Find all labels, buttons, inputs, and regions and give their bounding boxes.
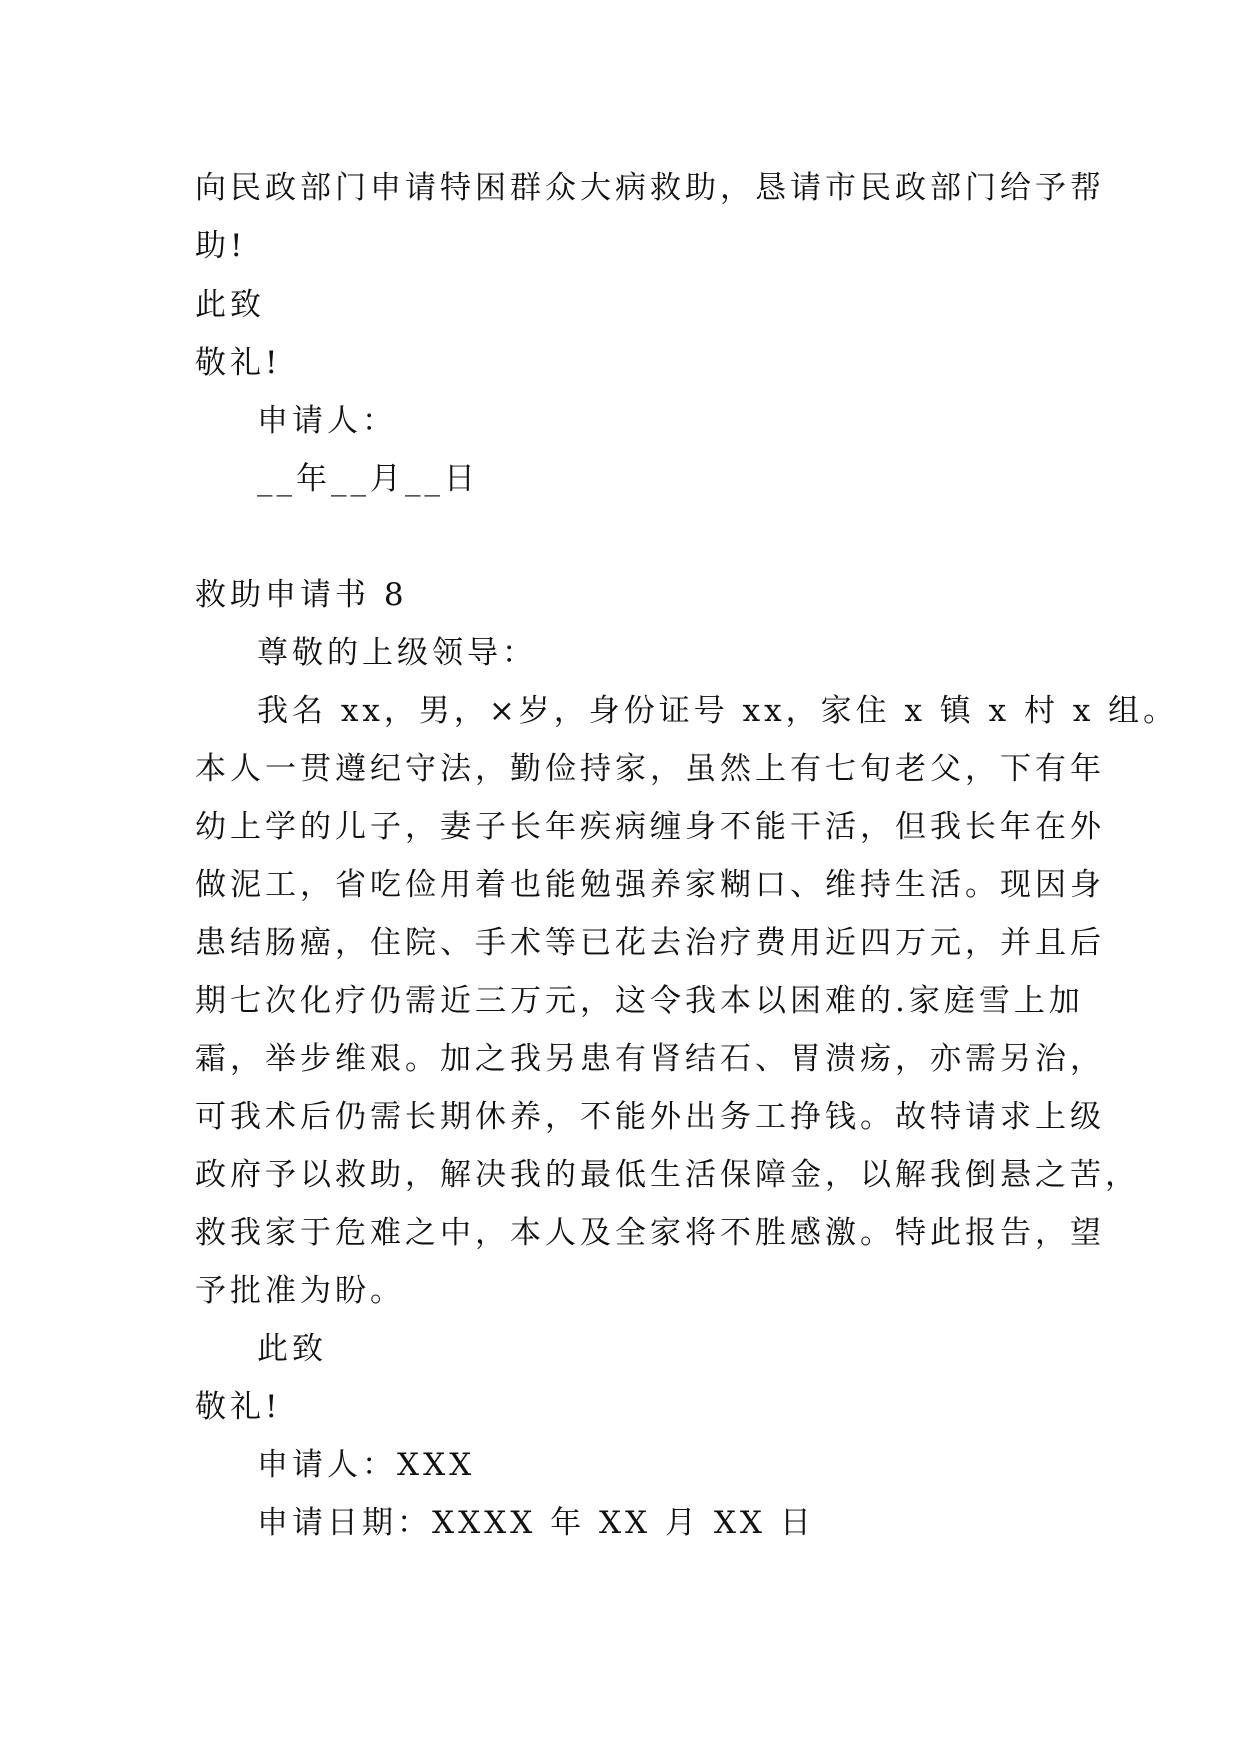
body-line: 患结肠癌，住院、手术等已花去治疗费用近四万元，并且后 — [195, 925, 1105, 961]
body-line: 期七次化疗仍需近三万元，这令我本以困难的.家庭雪上加 — [195, 983, 1084, 1019]
body-line: 助! — [195, 228, 247, 264]
salutation: 敬礼! — [195, 1389, 282, 1425]
body-line: 向民政部门申请特困群众大病救助，恳请市民政部门给予帮 — [195, 170, 1105, 206]
body-line: 可我术后仍需长期休养，不能外出务工挣钱。故特请求上级 — [195, 1099, 1105, 1135]
closing-phrase: 此致 — [257, 1331, 327, 1367]
date-line: 申请日期：XXXX 年 XX 月 XX 日 — [257, 1505, 815, 1541]
body-line: 政府予以救助，解决我的最低生活保障金，以解我倒悬之苦， — [195, 1157, 1140, 1193]
body-line: 做泥工，省吃俭用着也能勉强养家糊口、维持生活。现因身 — [195, 867, 1105, 903]
greeting: 尊敬的上级领导： — [257, 635, 537, 671]
body-line: 予批准为盼。 — [195, 1273, 405, 1309]
body-line: 我名 xx，男，×岁，身份证号 xx，家住 x 镇 x 村 x 组。 — [257, 693, 1179, 729]
body-line: 霜，举步维艰。加之我另患有肾结石、胃溃疡，亦需另治， — [195, 1041, 1105, 1077]
applicant-line: 申请人：XXX — [257, 1447, 476, 1483]
section-heading: 救助申请书 8 — [195, 577, 408, 613]
closing-phrase: 此致 — [195, 287, 265, 323]
body-line: 本人一贯遵纪守法，勤俭持家，虽然上有七旬老父，下有年 — [195, 751, 1105, 787]
salutation: 敬礼! — [195, 345, 282, 381]
body-line: 幼上学的儿子，妻子长年疾病缠身不能干活，但我长年在外 — [195, 809, 1105, 845]
body-line: 救我家于危难之中，本人及全家将不胜感激。特此报告，望 — [195, 1215, 1105, 1251]
date-line: __年__月__日 — [257, 461, 479, 497]
applicant-line: 申请人： — [257, 403, 397, 439]
